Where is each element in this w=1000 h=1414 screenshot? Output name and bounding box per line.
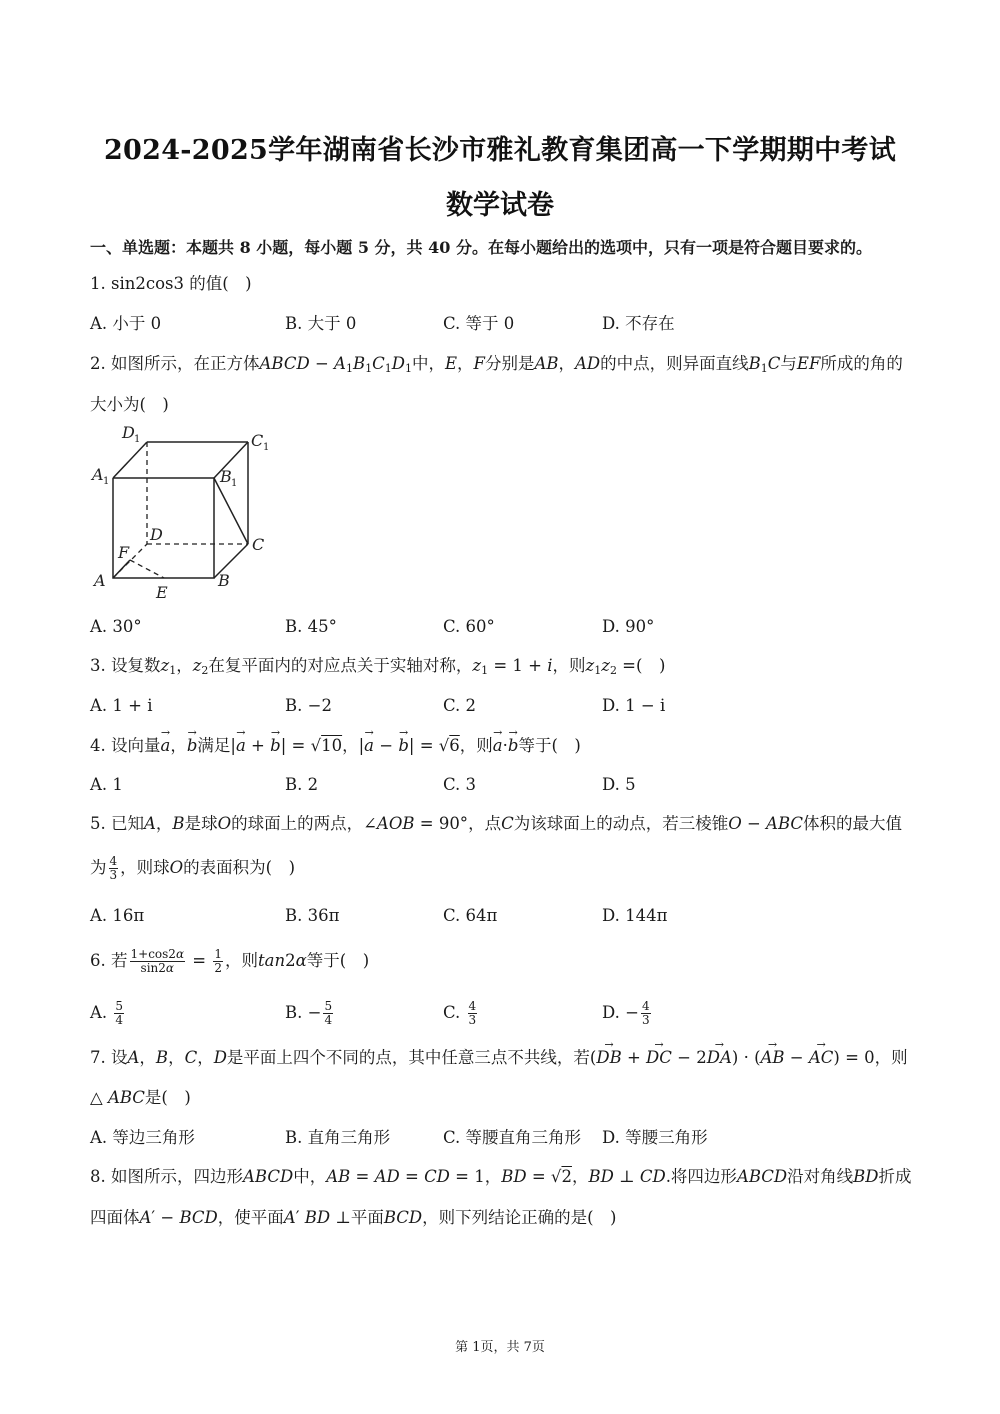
q6-option-d: D. − $\frac{4}{3}$ <box>602 999 650 1027</box>
q5-option-d: D. 144π <box>602 906 668 925</box>
q1-option-d: D. 不存在 <box>602 314 675 333</box>
label-C: C <box>252 535 265 554</box>
q2-option-d: D. 90° <box>602 617 655 636</box>
question-6-stem: 6. 若 $\frac{1+\cos 2\alpha}{\sin 2\alpha}$ = $\frac{1}{2}$ ，则tan2α等于( ) <box>90 947 370 975</box>
q4-option-b: B. 2 <box>285 775 319 794</box>
q6-option-a: A. $\frac{5}{4}$ <box>90 999 124 1027</box>
label-C1-sub: 1 <box>263 442 270 453</box>
q4-option-a: A. 1 <box>90 775 123 794</box>
label-A1-sub: 1 <box>103 476 110 487</box>
q6-option-b: B. − $\frac{5}{4}$ <box>285 999 333 1027</box>
label-D1: D <box>122 423 135 442</box>
question-7-stem: 7. 设A，B，C，D是平面上四个不同的点，其中任意三点不共线，若(→ DB + → DC − 2→ DA) · (→ AB − → AC) = 0，则 <box>90 1046 908 1070</box>
label-E: E <box>156 583 168 602</box>
question-2-stem-line2: 大小为( ) <box>90 395 169 414</box>
q7-option-c: C. 等腰直角三角形 <box>443 1128 582 1147</box>
q6-option-c: C. $\frac{4}{3}$ <box>443 999 477 1027</box>
question-7-stem-line2: △ ABC是( ) <box>90 1088 191 1107</box>
label-C1: C <box>251 431 264 450</box>
q3-option-c: C. 2 <box>443 696 477 715</box>
exam-subtitle: 数学试卷 <box>446 190 554 221</box>
q4-option-c: C. 3 <box>443 775 477 794</box>
q7-option-a: A. 等边三角形 <box>90 1128 195 1147</box>
q5-option-a: A. 16π <box>90 906 145 925</box>
label-A1: A <box>92 465 104 484</box>
section-heading: 一、单选题：本题共 8 小题，每小题 5 分，共 40 分。在每小题给出的选项中，只有一项是符合题目要求的。 <box>90 238 872 257</box>
q2-option-a: A. 30° <box>90 617 142 636</box>
question-8-stem: 8. 如图所示，四边形ABCD中，AB = AD = CD = 1，BD = √2，BD ⊥ CD.将四边形ABCD沿对角线BD折成 <box>90 1167 912 1186</box>
label-F: F <box>118 543 130 562</box>
label-D1-sub: 1 <box>134 434 141 445</box>
q3-option-d: D. 1 − i <box>602 696 666 715</box>
q1-option-c: C. 等于 0 <box>443 314 515 333</box>
question-5-stem: 5. 已知A，B是球O的球面上的两点，∠AOB = 90°，点C为该球面上的动点，若三棱锥O − ABC体积的最大值 <box>90 814 903 833</box>
question-5-stem-line2: 为 $\frac{4}{3}$ ，则球O的表面积为( ) <box>90 854 296 882</box>
label-B: B <box>218 571 230 590</box>
q3-option-a: A. 1 + i <box>90 696 153 715</box>
q7-option-b: B. 直角三角形 <box>285 1128 391 1147</box>
q5-option-c: C. 64π <box>443 906 498 925</box>
exam-title: 2024-2025学年湖南省长沙市雅礼教育集团高一下学期期中考试 <box>103 135 897 166</box>
q2-option-c: C. 60° <box>443 617 495 636</box>
label-B1-sub: 1 <box>231 478 238 489</box>
question-1-stem: 1. sin2cos3 的值( ) <box>90 274 252 293</box>
question-4-stem: 4. 设向量→ a，→ b满足|→ a + → b| = √10，|→ a − → b| = √6，则→ a·→ b等于( ) <box>90 734 581 758</box>
q2-option-b: B. 45° <box>285 617 337 636</box>
q3-option-b: B. −2 <box>285 696 332 715</box>
cube-figure <box>88 420 283 605</box>
question-8-stem-line2: 四面体A′ − BCD，使平面A′ BD ⊥平面BCD，则下列结论正确的是( ) <box>90 1208 617 1227</box>
q5-option-b: B. 36π <box>285 906 340 925</box>
q7-option-d: D. 等腰三角形 <box>602 1128 708 1147</box>
question-2-stem: 2. 如图所示，在正方体ABCD − $A_1B_1C_1D_1$中，E，F分别是AB，AD的中点，则异面直线$B_1C$与EF所成的角的 <box>90 354 903 375</box>
question-3-stem: 3. 设复数$z_1$，$z_2$在复平面内的对应点关于实轴对称，$z_1 = 1 + i$，则$z_1z_2$ =( ) <box>90 656 666 677</box>
q1-option-a: A. 小于 0 <box>90 314 162 333</box>
label-D: D <box>150 525 163 544</box>
q1-option-b: B. 大于 0 <box>285 314 357 333</box>
label-A: A <box>94 571 106 590</box>
q4-option-d: D. 5 <box>602 775 636 794</box>
page-footer: 第 1页，共 7页 <box>455 1340 545 1355</box>
label-B1: B <box>220 467 232 486</box>
